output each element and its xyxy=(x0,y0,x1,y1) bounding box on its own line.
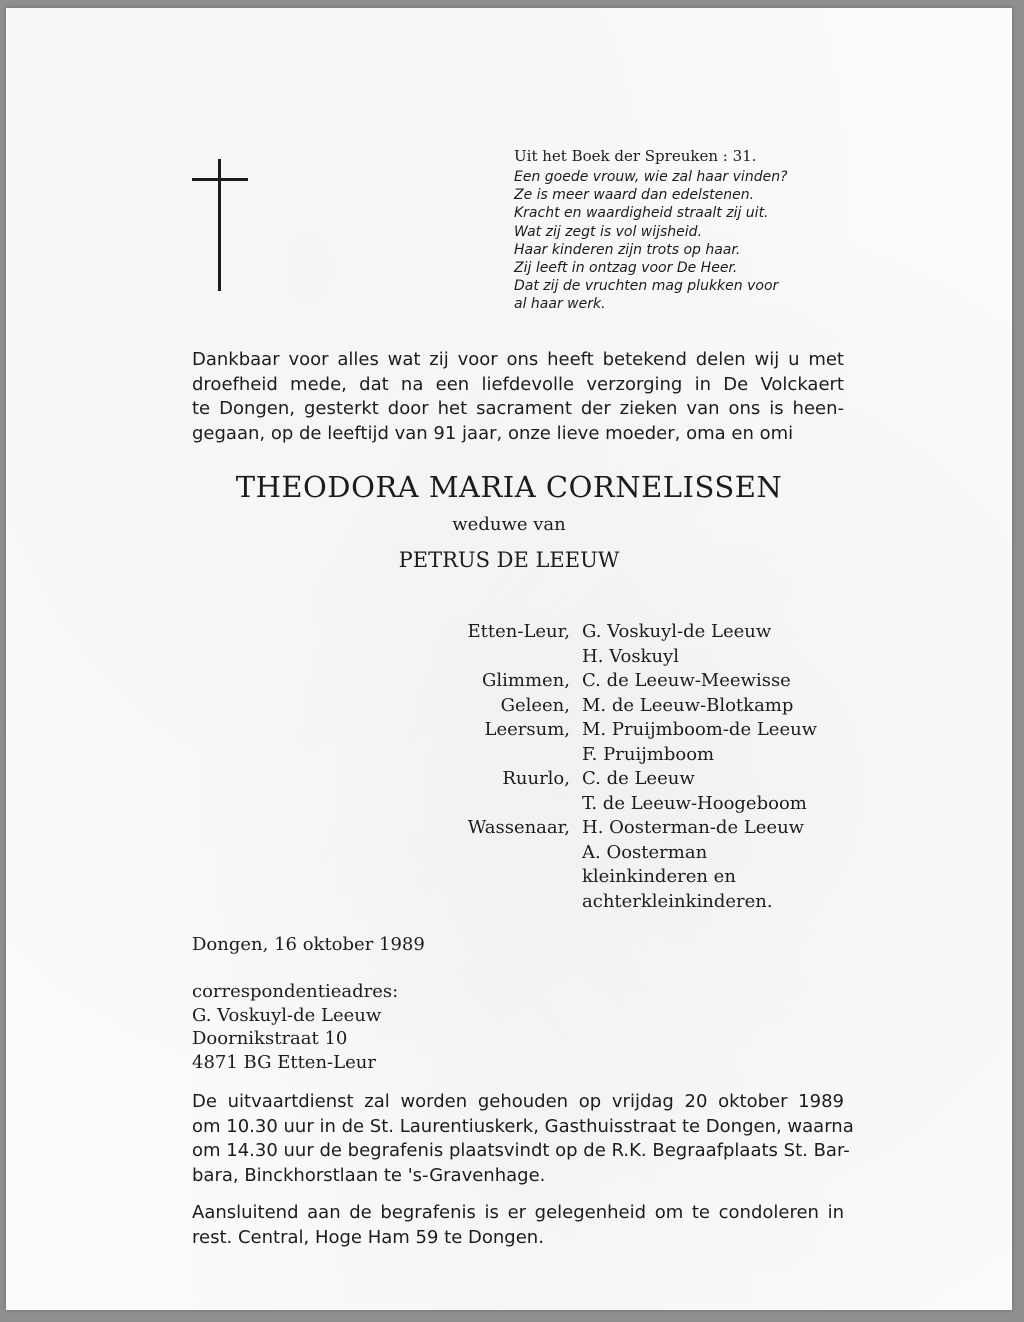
quote-source: Uit het Boek der Spreuken : 31. xyxy=(514,147,757,165)
correspondence-address xyxy=(192,980,398,1074)
family-place xyxy=(406,743,582,768)
address-street: Doornikstraat 10 xyxy=(192,1028,348,1049)
family-member: T. de Leeuw-Hoogeboom xyxy=(582,792,807,814)
husband-name: PETRUS DE LEEUW xyxy=(398,548,620,572)
family-member: G. Voskuyl-de Leeuw xyxy=(582,621,772,642)
condolence-paragraph xyxy=(192,1201,844,1250)
family-member: M. Pruijmboom-de Leeuw xyxy=(582,719,818,740)
quote-line: Een goede vrouw, wie zal haar vinden? xyxy=(514,169,788,185)
family-place xyxy=(406,890,582,915)
family-row xyxy=(406,792,817,817)
address-name: G. Voskuyl-de Leeuw xyxy=(192,1004,382,1026)
family-row xyxy=(406,890,817,915)
announcement-line: te Dongen, gesterkt door het sacrament der zieken van ons is heen- xyxy=(192,398,844,419)
funeral-service-paragraph xyxy=(192,1090,854,1188)
family-row xyxy=(406,645,817,670)
family-member: C. de Leeuw-Meewisse xyxy=(582,670,791,691)
family-row xyxy=(406,841,817,866)
family-place xyxy=(406,645,582,670)
family-member: A. Oosterman xyxy=(582,841,708,863)
service-line: bara, Binckhorstlaan te 's-Gravenhage. xyxy=(192,1164,546,1186)
service-line: De uitvaartdienst zal worden gehouden op vrijdag 20 oktober 1989 xyxy=(192,1091,844,1112)
quote-line: Dat zij de vruchten mag plukken voor xyxy=(514,278,779,295)
quote-line: Kracht en waardigheid straalt zij uit. xyxy=(514,205,769,222)
family-row xyxy=(406,816,817,841)
family-row xyxy=(406,718,817,743)
family-member: F. Pruijmboom xyxy=(582,743,715,765)
bible-quote xyxy=(514,146,854,314)
address-city: 4871 BG Etten-Leur xyxy=(192,1051,376,1073)
family-member: achterkleinkinderen. xyxy=(582,890,773,912)
notice-date: Dongen, 16 oktober 1989 xyxy=(192,934,425,955)
quote-line: Ze is meer waard dan edelstenen. xyxy=(514,187,755,204)
family-row xyxy=(406,865,817,890)
family-member: M. de Leeuw-Blotkamp xyxy=(582,694,794,716)
quote-line: al haar werk. xyxy=(514,296,606,313)
family-place xyxy=(406,841,582,866)
funeral-notice-card xyxy=(6,8,1012,1310)
family-place: Etten-Leur, xyxy=(467,621,570,642)
family-list xyxy=(406,620,817,914)
family-place xyxy=(406,865,582,890)
quote-line: Zij leeft in ontzag voor De Heer. xyxy=(514,260,738,277)
family-row xyxy=(406,694,817,719)
family-place: Wassenaar, xyxy=(467,817,570,838)
family-member: kleinkinderen en xyxy=(582,866,736,887)
family-place: Geleen, xyxy=(500,694,570,716)
deceased-name: THEODORA MARIA CORNELISSEN xyxy=(235,470,783,504)
announcement-line: gegaan, op de leeftijd van 91 jaar, onze lieve moeder, oma en omi xyxy=(192,422,794,444)
address-label: correspondentieadres: xyxy=(192,981,399,1002)
family-row xyxy=(406,767,817,792)
widow-of-label: weduwe van xyxy=(452,514,566,535)
cross-icon xyxy=(192,151,248,291)
family-member: H. Voskuyl xyxy=(582,645,679,667)
family-member: C. de Leeuw xyxy=(582,768,695,789)
quote-line: Wat zij zegt is vol wijsheid. xyxy=(514,223,703,240)
service-line: om 10.30 uur in de St. Laurentiuskerk, Gasthuisstraat te Dongen, waarna xyxy=(192,1115,854,1137)
family-place xyxy=(406,792,582,817)
quote-line: Haar kinderen zijn trots op haar. xyxy=(514,241,741,258)
family-place: Leersum, xyxy=(484,719,570,740)
family-member: H. Oosterman-de Leeuw xyxy=(582,817,805,838)
family-row xyxy=(406,669,817,694)
service-line: om 14.30 uur de begrafenis plaatsvindt op de R.K. Begraafplaats St. Bar- xyxy=(192,1140,850,1161)
condolence-line: rest. Central, Hoge Ham 59 te Dongen. xyxy=(192,1226,544,1248)
announcement-line: Dankbaar voor alles wat zij voor ons heeft betekend delen wij u met xyxy=(192,349,844,370)
announcement-paragraph xyxy=(192,348,844,446)
condolence-line: Aansluitend aan de begrafenis is er gelegenheid om te condoleren in xyxy=(192,1202,844,1223)
family-place: Glimmen, xyxy=(482,670,570,691)
announcement-line: droefheid mede, dat na een liefdevolle verzorging in De Volckaert xyxy=(192,373,844,395)
family-row xyxy=(406,743,817,768)
family-row xyxy=(406,620,817,645)
family-place: Ruurlo, xyxy=(502,768,570,789)
